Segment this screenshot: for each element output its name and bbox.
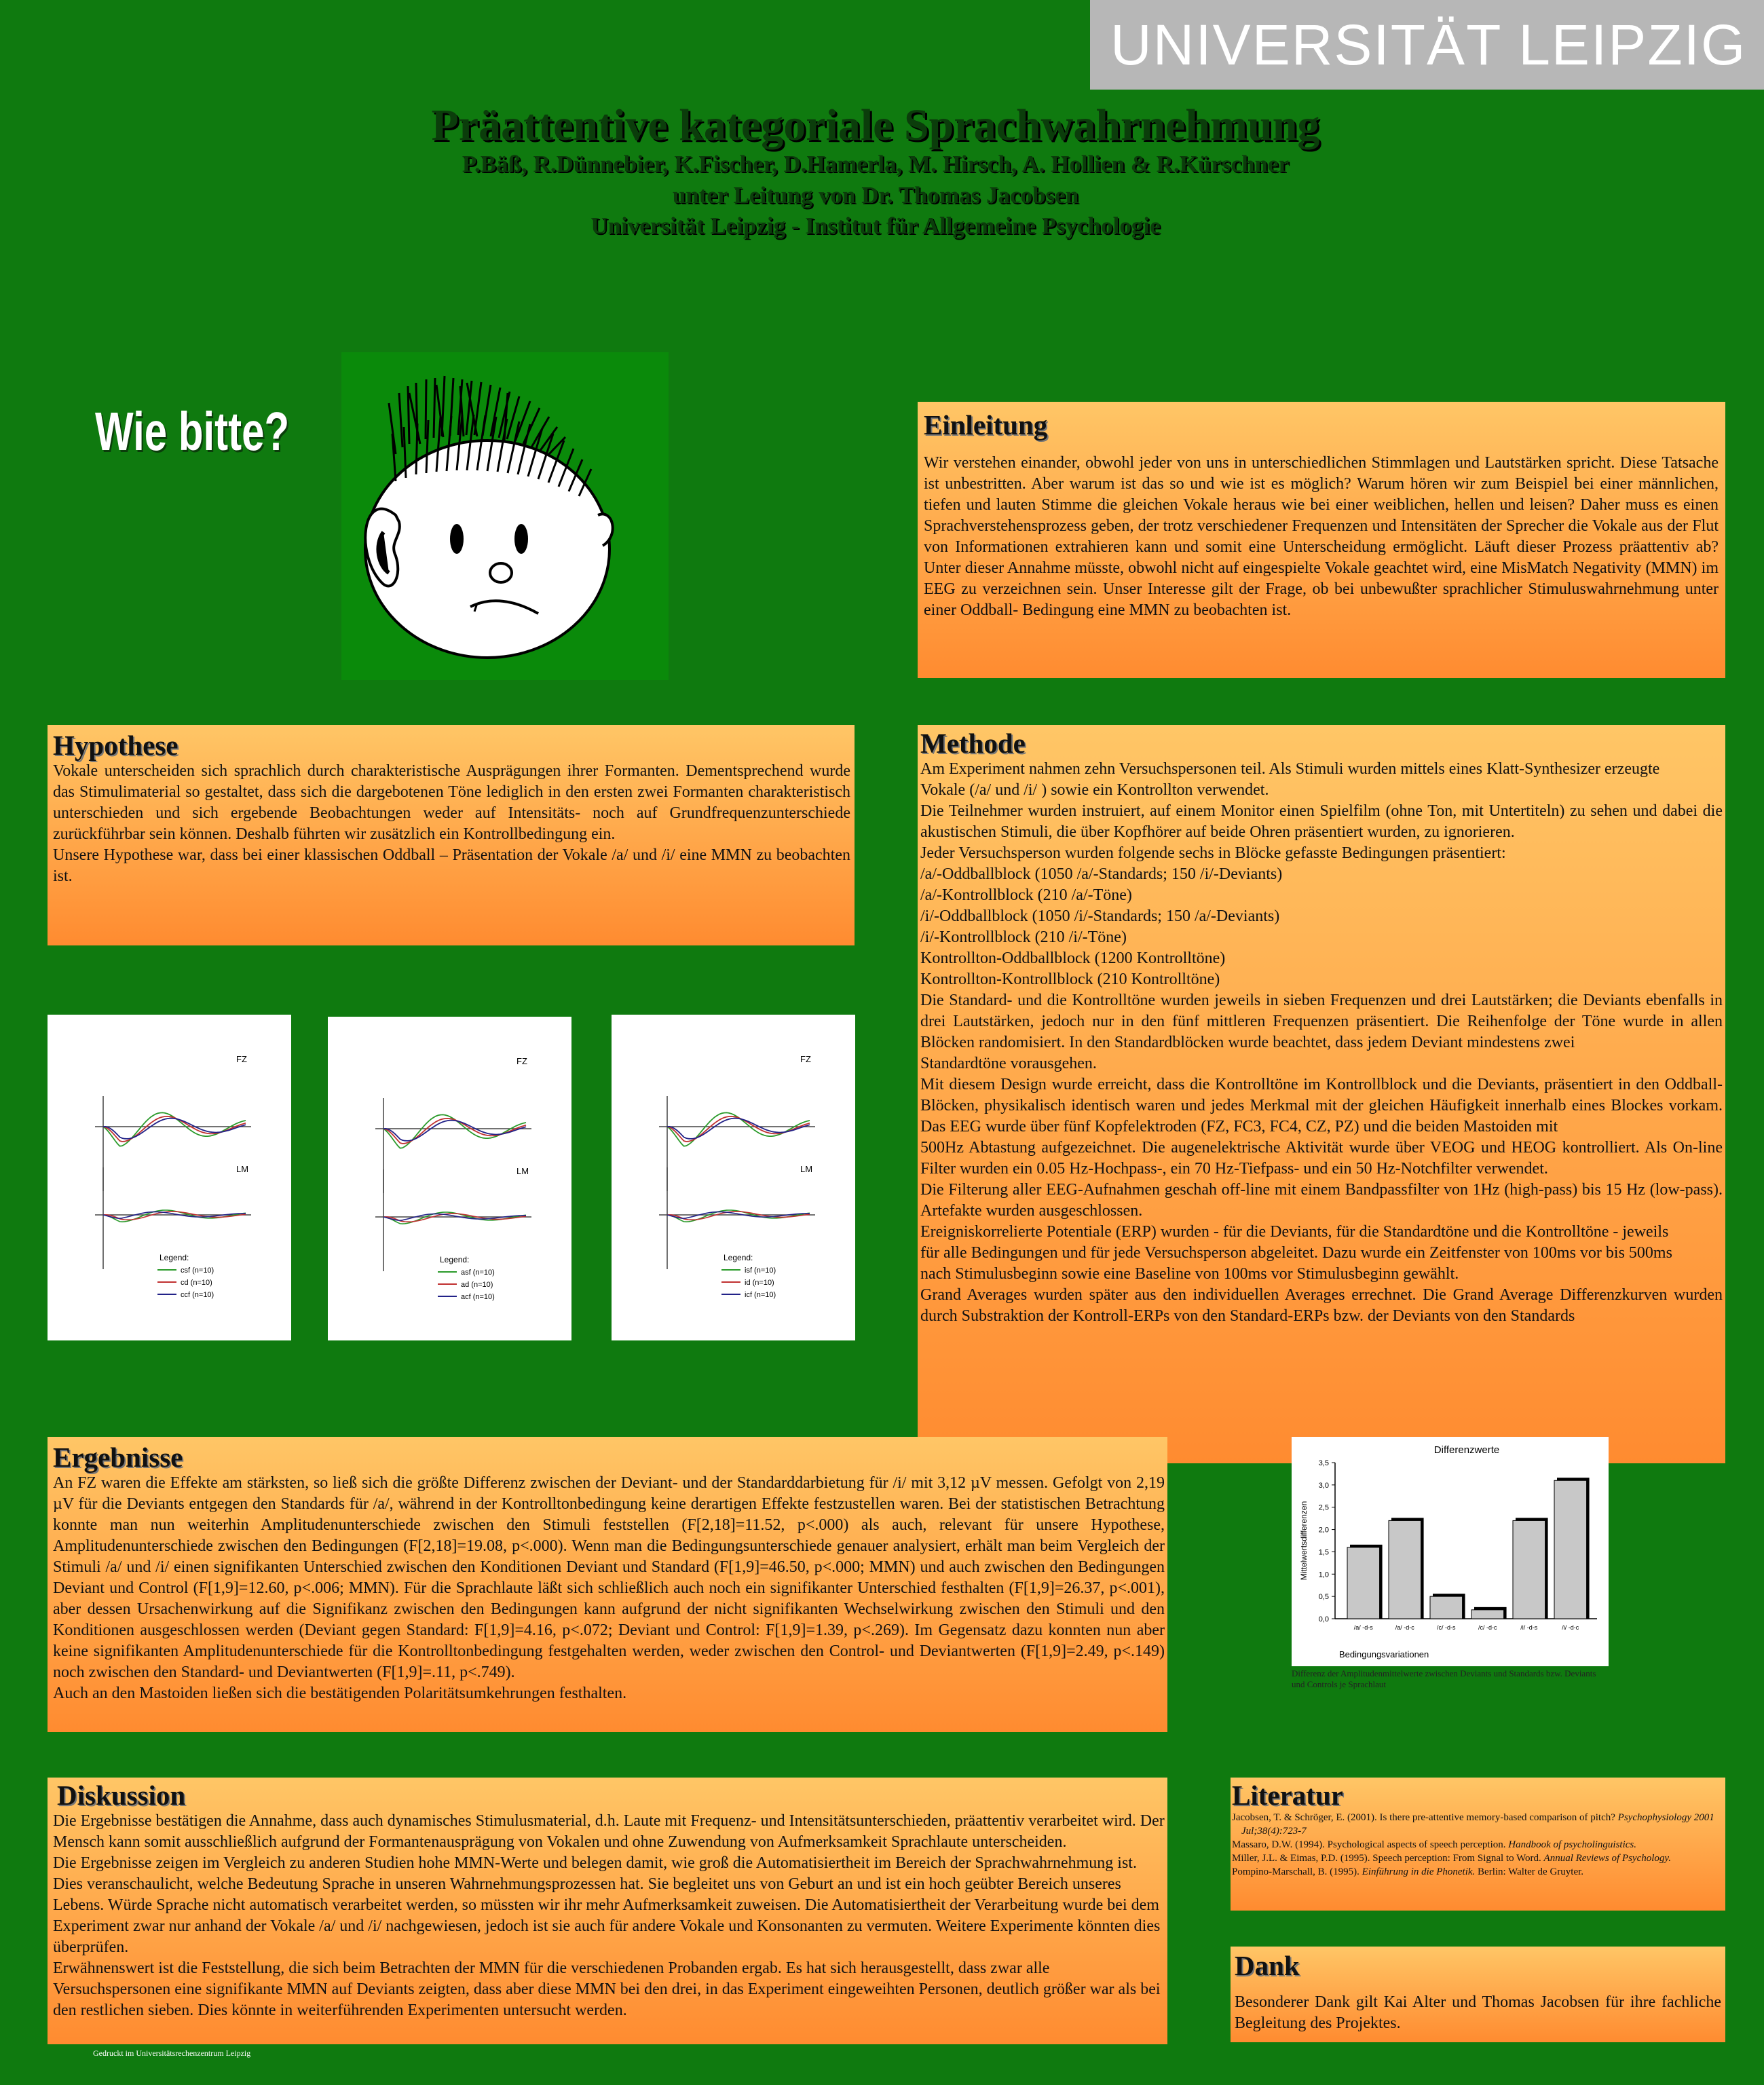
literatur-reference: Pompino-Marschall, B. (1995). Einführung in die Phonetik. Berlin: Walter de Gruyter. xyxy=(1232,1866,1584,1878)
legend-entry: id (n=10) xyxy=(745,1279,774,1287)
diskussion-panel xyxy=(48,1778,1167,2044)
ergebnisse-text-1: An FZ waren die Effekte am stärksten, so ließ sich die größte Differenz zwischen der Deviant- und der Standarddarbietung für /i/ mit 3,12 µV messen. Gefolgt von 2,19 µV für die Deviants entgegen den Standards für /a/, während in der Kontrolltonbedingung keine derartigen Effekte festzustellen waren. Bei der statistischen Betrachtung konnte man nun weiterhin Amplitudenunterschiede zwischen den Stimuli feststellen (F[2,18]=11.52, p<.000) als auch, relevant für unsere Hypothese, Amplitudenunterschiede zwischen den Bedingungen (F[2,18]=19.08, p<.000). Wenn man die Bedingungsunterschiede genauer analysiert, erhält man beim Vergleich der Stimuli /a/ und /i/ einen signifikanten Unterschied zwischen den Konditionen Deviant und Standard (F[1,9]=46.50, p<.000; MMN) und auch zwischen den Bedingungen Deviant und Control (F[1,9]=12.60, p<.006; MMN). Für die Sprachlaute läßt sich schließlich auch noch ein signifikanter Unterschied festhalten (F[1,9]=26.37, p<.001), aber dessen Ursachenwirkung auf die Signifikanz zwischen den Bedingungen kann aufgrund der nicht signifikanten Wechselwirkung zwischen den Stimuli und den Konditionen ausgeschlossen werden (Deviant gegen Standard: F[1,9]=4.16, p<.072; Deviant und Control: F[1,9]=1.39, p<.269). Im Gegensatz dazu konnten nun aber keine signifikanten Amplitudenunterschiede für die Kontrolltonbedingung festgehalten werden, weder zwischen den Control- und Deviantwerten (F[1,9]=2.49, p<.149) noch zwischen den Standard- und Deviantwerten (F[1,9]=.11, p<.749). xyxy=(53,1474,1165,1682)
bar xyxy=(1513,1520,1545,1619)
legend-entry: isf (n=10) xyxy=(745,1266,776,1275)
erp-waveform-fz xyxy=(667,1116,810,1142)
bar xyxy=(1430,1596,1463,1619)
x-tick-label: /c/ -d-c xyxy=(1478,1624,1497,1631)
poster-authors: P.Bäß, R.Dünnebier, K.Fischer, D.Hamerla, M. Hirsch, A. Hollien & R.Kürschner xyxy=(462,151,1290,178)
methode-line: Vokale (/a/ und /i/ ) sowie ein Kontrollton verwendet. xyxy=(920,781,1269,800)
y-tick-label: 2,5 xyxy=(1318,1503,1329,1512)
y-tick-label: 1,5 xyxy=(1318,1548,1329,1557)
hypothese-text-2: Unsere Hypothese war, dass bei einer klassischen Oddball – Präsentation der Vokale /a/ und /i/ eine MMN zu beobachten ist. xyxy=(53,846,850,886)
university-logo xyxy=(1090,0,1764,90)
erp-figure-3 xyxy=(612,1015,855,1340)
methode-line: Mit diesem Design wurde erreicht, dass die Kontrolltöne im Kontrollblock und die Deviants, präsentiert in den Oddball-Blöcken, physikalisch identisch waren und jedes Merkmal mit der gleichen Häufigkeit innerhalb eines Blockes vorkam. Das EEG wurde über fünf Kopfelektroden (FZ, FC3, FC4, CZ, PZ) und die beiden Mastoiden mit xyxy=(920,1076,1723,1136)
methode-line: /a/-Kontrollblock (210 /a/-Töne) xyxy=(920,886,1132,905)
einleitung-text: Wir verstehen einander, obwohl jeder von uns in unterschiedlichen Stimmlagen und Lautstärken spricht. Diese Tatsache ist unbestritten. Aber warum ist das so und wie ist es möglich? Warum hören wir zum Beispiel bei einer männlichen, tiefen und lauten Stimme die gleichen Vokale heraus wie bei einer weiblichen, hellen und leisen? Daher muss es einen Sprachverstehensprozess geben, der trotz verschiedener Frequenzen und Intensitäten der Sprecher die Vokale aus der Flut von Informationen extrahieren kann und somit eine Unterscheidung ermöglicht. Läuft dieser Prozess präattentiv ab? Unter dieser Annahme müsste, obwohl nicht auf eingespielte Vokale geachtet wird, eine MisMatch Negativity (MMN) im EEG zu verzeichnen sein. Unser Interesse gilt der Frage, ob bei unbewußter sprachlicher Stimuluswahrnehmung unter einer Oddball- Bedingung eine MMN zu beobachten ist. xyxy=(924,454,1719,620)
literatur-panel xyxy=(1231,1778,1725,1911)
x-axis-label: Bedingungsvariationen xyxy=(1339,1649,1429,1659)
methode-line: Die Filterung aller EEG-Aufnahmen geschah off-line mit einem Bandpassfilter von 1Hz (high-pass) bis 15 Hz (low-pass). Artefakte wurden ausgeschlossen. xyxy=(920,1181,1723,1220)
y-tick-label: 0,5 xyxy=(1318,1593,1329,1602)
legend-entry: asf (n=10) xyxy=(461,1269,495,1277)
legend-entry: csf (n=10) xyxy=(181,1266,214,1275)
methode-line: /a/-Oddballblock (1050 /a/-Standards; 150 /i/-Deviants) xyxy=(920,865,1283,884)
fz-label: FZ xyxy=(517,1056,527,1066)
y-tick-label: 0,0 xyxy=(1318,1615,1329,1623)
poster-supervision: unter Leitung von Dr. Thomas Jacobsen xyxy=(672,181,1079,208)
methode-line: Ereigniskorrelierte Potentiale (ERP) wurden - für die Deviants, für die Standardtöne und die Kontrolltöne - jeweils xyxy=(920,1223,1669,1241)
legend-entry: acf (n=10) xyxy=(461,1293,495,1301)
hypothese-panel xyxy=(48,725,855,945)
methode-line: Kontrollton-Oddballblock (1200 Kontrolltöne) xyxy=(920,950,1226,968)
legend-title: Legend: xyxy=(159,1253,189,1262)
ergebnisse-heading: Ergebnisse xyxy=(53,1442,183,1473)
hypothese-heading: Hypothese xyxy=(53,730,179,761)
methode-heading: Methode xyxy=(920,728,1026,759)
methode-line: für alle Bedingungen und für jede Versuchsperson abgeleitet. Dazu wurde ein Zeitfenster von 100ms vor bis 500ms xyxy=(920,1244,1672,1262)
einleitung-heading: Einleitung xyxy=(924,409,1048,440)
x-tick-label: /i/ -d-s xyxy=(1520,1624,1538,1631)
x-tick-label: /a/ -d-s xyxy=(1353,1624,1373,1631)
diskussion-text-3: Erwähnenswert ist die Feststellung, die sich beim Betrachten der MMN für die verschiedenen Probanden ergab. Es hat sich herausgestellt, dass zwar alle Versuchspersonen eine signifikante MMN auf Deviants zeigten, dass aber diese MMN bei den drei, in das Experiment eingeweihten Personen, deutlich größer war als bei den restlichen sieben. Dies könnte in weiterführenden Experimenten untersucht werden. xyxy=(53,1959,1161,2020)
methode-line: Jeder Versuchsperson wurden folgende sechs in Blöcke gefasste Bedingungen präsentiert: xyxy=(920,844,1506,863)
bar xyxy=(1554,1480,1587,1619)
x-tick-label: /i/ -d-c xyxy=(1562,1624,1579,1631)
methode-line: Standardtöne vorausgehen. xyxy=(920,1055,1097,1073)
dank-panel xyxy=(1231,1947,1725,2042)
erp-waveform-fz xyxy=(383,1121,526,1141)
literatur-reference: Miller, J.L. & Eimas, P.D. (1995). Speech perception: From Signal to Word. Annual Reviews of Psychology. xyxy=(1232,1853,1671,1864)
y-axis-label: Mittelwertsdifferenzen xyxy=(1299,1501,1309,1581)
erp-waveform-lm xyxy=(103,1211,246,1220)
poster-header xyxy=(204,102,1547,242)
ergebnisse-panel xyxy=(48,1437,1167,1732)
einleitung-panel xyxy=(918,402,1725,678)
diskussion-text-1: Die Ergebnisse bestätigen die Annahme, dass auch dynamisches Stimulusmaterial, d.h. Laute mit Frequenz- und Intensitätsunterschieden, präattentiv verarbeitet wird. Der Mensch kann somit ausschließlich aufgrund der Formantenausprägung von Vokalen und ohne Zuwendung von Aufmerksamkeit Sprachlaute unterscheiden. xyxy=(53,1812,1165,1852)
chart-caption: Differenz der Amplitudenmittelwerte zwischen Deviants und Standards bzw. Deviants und Controls je Sprachlaut xyxy=(1292,1668,1596,1689)
lm-label: LM xyxy=(517,1166,529,1176)
fz-label: FZ xyxy=(800,1054,811,1064)
hypothese-text-1: Vokale unterscheiden sich sprachlich durch charakteristische Ausprägungen ihrer Formanten. Dementsprechend wurde das Stimulimaterial so gestaltet, dass sich die dargebotenen Töne lediglich in den ersten zwei Formanten charakteristisch unterschieden und sich ergebende Beobachtungen weder auf Intensitäts- noch auf Grundfrequenzunterschiede zurückführbar sein können. Deshalb führten wir zusätzlich ein Kontrollbedingung ein. xyxy=(53,762,850,844)
poster-institute: Universität Leipzig - Institut für Allgemeine Psychologie xyxy=(590,212,1161,240)
legend-title: Legend: xyxy=(440,1255,470,1264)
legend-entry: cd (n=10) xyxy=(181,1279,212,1287)
literatur-heading: Literatur xyxy=(1232,1780,1343,1811)
lm-label: LM xyxy=(236,1164,249,1174)
differenzwerte-chart xyxy=(1292,1437,1609,1666)
logo-text: UNIVERSITÄT LEIPZIG xyxy=(1110,13,1747,77)
diskussion-heading: Diskussion xyxy=(57,1780,186,1811)
erp-waveform-fz xyxy=(667,1119,810,1139)
methode-line: 500Hz Abtastung aufgezeichnet. Die augenelektrische Aktivität wurde über VEOG und HEOG kontrolliert. Als On-line Filter wurden ein 0.05 Hz-Hochpass-, ein 70 Hz-Tiefpass- und ein 50 Hz-Notchfilter verwendet. xyxy=(920,1139,1723,1178)
erp-waveform-fz xyxy=(383,1119,526,1144)
x-tick-label: /a/ -d-c xyxy=(1395,1624,1414,1631)
erp-waveform-lm xyxy=(667,1211,810,1220)
legend-title: Legend: xyxy=(724,1253,753,1262)
footer-print-note: Gedruckt im Universitätsrechenzentrum Leipzig xyxy=(93,2048,251,2058)
methode-line: nach Stimulusbeginn sowie eine Baseline von 100ms vor Stimulusbeginn gewählt. xyxy=(920,1265,1459,1283)
dank-heading: Dank xyxy=(1235,1950,1300,1981)
erp-figure-1 xyxy=(48,1015,291,1340)
methode-panel xyxy=(918,725,1725,1463)
y-tick-label: 2,0 xyxy=(1318,1526,1329,1535)
ergebnisse-text-2: Auch an den Mastoiden ließen sich die bestätigenden Polaritätsumkehrungen festhalten. xyxy=(53,1685,627,1703)
lm-label: LM xyxy=(800,1164,813,1174)
methode-line: /i/-Kontrollblock (210 /i/-Töne) xyxy=(920,928,1127,947)
bar xyxy=(1471,1610,1504,1619)
literatur-reference: Massaro, D.W. (1994). Psychological aspects of speech perception. Handbook of psycholinguistics. xyxy=(1232,1839,1636,1851)
wie-bitte-caption: Wie bitte? xyxy=(95,401,290,462)
x-tick-label: /c/ -d-s xyxy=(1437,1624,1456,1631)
cartoon-face-illustration xyxy=(341,352,669,680)
erp-waveform-lm xyxy=(383,1214,526,1222)
methode-line: Grand Averages wurden später aus den individuellen Averages errechnet. Die Grand Average Differenzkurven wurden durch Substraktion der Kontroll-ERPs von den Standard-ERPs bzw. der Deviants von den Standards xyxy=(920,1286,1723,1326)
erp-waveform-fz xyxy=(103,1119,246,1139)
fz-label: FZ xyxy=(236,1054,247,1064)
bar xyxy=(1389,1520,1421,1619)
chart-title: Differenzwerte xyxy=(1433,1444,1500,1456)
erp-figure-2 xyxy=(328,1017,571,1340)
poster-title: Präattentive kategoriale Sprachwahrnehmung xyxy=(431,100,1320,150)
methode-line: Die Standard- und die Kontrolltöne wurden jeweils in sieben Frequenzen und drei Lautstärken; die Deviants ebenfalls in drei Lautstärken, jedoch nur in den fünf mittleren Frequenzen präsentiert. Die Reihenfolge der Töne wurde in allen Blöcken randomisiert. In den Standardblöcken wurde beachtet, dass jedem Deviant mindestens zwei xyxy=(920,992,1723,1052)
methode-line: Die Teilnehmer wurden instruiert, auf einem Monitor einen Spielfilm (ohne Ton, mit Untertiteln) zu sehen und dabei die akustischen Stimuli, die über Kopfhörer auf beide Ohren präsentiert wurden, zu ignorieren. xyxy=(920,802,1723,842)
bar xyxy=(1347,1547,1380,1619)
legend-entry: ccf (n=10) xyxy=(181,1291,214,1299)
y-tick-label: 3,0 xyxy=(1318,1481,1329,1490)
methode-line: Am Experiment nahmen zehn Versuchspersonen teil. Als Stimuli wurden mittels eines Klatt-Synthesizer erzeugte xyxy=(920,760,1660,778)
methode-line: Kontrollton-Kontrollblock (210 Kontrolltöne) xyxy=(920,971,1220,989)
dank-text: Besonderer Dank gilt Kai Alter und Thomas Jacobsen für ihre fachliche Begleitung des Projektes. xyxy=(1235,1993,1721,2033)
legend-entry: ad (n=10) xyxy=(461,1281,493,1289)
erp-waveform-fz xyxy=(103,1116,246,1142)
legend-entry: icf (n=10) xyxy=(745,1291,776,1299)
literatur-reference: Jacobsen, T. & Schröger, E. (2001). Is there pre-attentive memory-based comparison of pitch? Psychophysiology 2001 Jul;38(4):723-7 xyxy=(1232,1812,1714,1837)
methode-line: /i/-Oddballblock (1050 /i/-Standards; 150 /a/-Deviants) xyxy=(920,907,1280,926)
y-tick-label: 3,5 xyxy=(1318,1459,1329,1467)
diskussion-text-2: Die Ergebnisse zeigen im Vergleich zu anderen Studien hohe MMN-Werte und belegen damit, wie groß die Automatisiertheit im Bereich der Sprachwahrnehmung ist. Dies veranschaulicht, welche Bedeutung Sprache in unseren Wahrnehmungsprozessen hat. Sie begleitet uns von Geburt an und ist ein hoch geübter Bereich unseres Lebens. Würde Sprache nicht automatisch verarbeitet werden, so müssten wir ihr mehr Aufmerksamkeit zuweisen. Die Automatisiertheit der Verarbeitung wurde bei dem Experiment zwar nur anhand der Vokale /a/ und /i/ nachgewiesen, jedoch ist sie auch für andere Vokale und Konsonanten zu vermuten. Weitere Experimente könnten dies überprüfen. xyxy=(53,1854,1161,1957)
y-tick-label: 1,0 xyxy=(1318,1571,1329,1579)
